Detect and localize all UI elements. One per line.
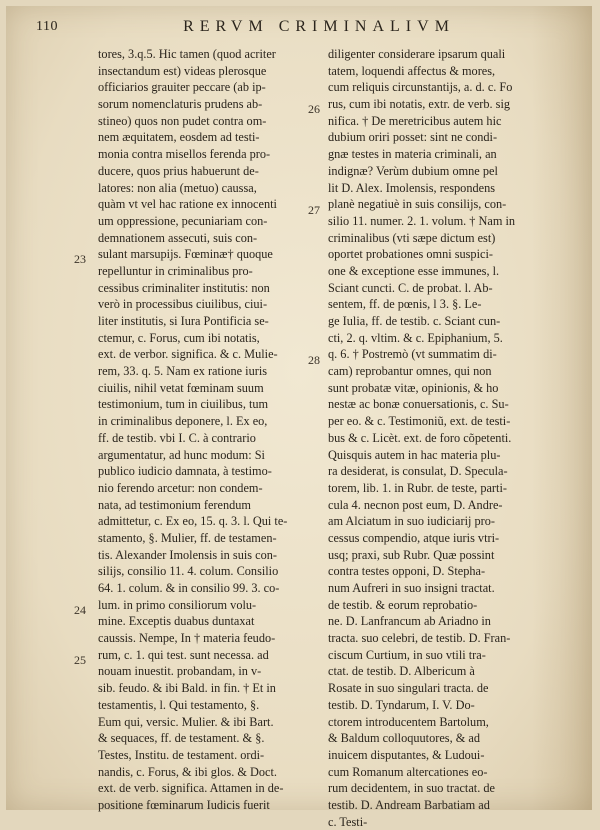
text-line: rum, c. 1. qui test. sunt necessa. ad xyxy=(98,647,269,662)
text-line: ge Iulia, ff. de testib. c. Sciant cun- xyxy=(328,314,501,328)
text-line: planè negatiuè in suis consilijs, con- xyxy=(328,197,507,212)
text-line: usq; praxi, sub Rubr. Quæ possint xyxy=(328,547,495,562)
text-line: sulant marsupijs. Fœminæ† quoque xyxy=(98,247,273,262)
text-line: rus, cum ibi notatis, extr. de verb. sig xyxy=(328,97,511,112)
text-line: cessibus criminaliter institutis: non xyxy=(98,280,270,295)
running-title: RERVM CRIMINALIVM xyxy=(183,18,455,35)
text-line: in criminalibus deponere, l. Ex eo, xyxy=(98,414,268,429)
text-line: ext. de verb. significa. Attamen in de- xyxy=(98,781,284,796)
margin-number: 25 xyxy=(74,653,86,667)
text-line: mine. Exceptis duabus duntaxat xyxy=(98,614,255,629)
text-line: sunt probatæ vitæ, opinionis, & ho xyxy=(328,380,499,395)
text-line: Rosate in suo singulari tracta. de xyxy=(328,681,489,696)
text-line: lum. in primo consiliorum volu- xyxy=(98,597,257,612)
text-line: Testes, Institu. de testament. ordi- xyxy=(98,747,265,762)
text-line: am Alciatum in suo iudiciarij pro- xyxy=(328,514,495,529)
text-line: nifica. † De meretricibus autem hic xyxy=(328,113,502,128)
text-line: contra testes opponi, D. Stepha- xyxy=(328,564,486,579)
text-line: indignæ? Verùm dubium omne pel xyxy=(328,163,498,178)
text-line: testimonium, tum in ciuilibus, tum xyxy=(98,397,269,412)
text-line: c. Testi- xyxy=(328,814,368,829)
text-line: liter institutis, si Iura Pontificia se- xyxy=(98,314,269,328)
text-line: ne. D. Lanfrancum ab Ariadno in xyxy=(328,614,491,629)
text-line: 64. 1. colum. & in consilio 99. 3. co- xyxy=(98,581,280,595)
book-page xyxy=(6,6,592,829)
text-line: tores, 3.q.5. Hic tamen (quod acriter xyxy=(98,47,276,61)
text-line: ctorem introducentem Bartolum, xyxy=(328,714,489,729)
text-line: rum decidentem, in suo tractat. de xyxy=(328,781,495,796)
text-line: per eo. & c. Testimoniũ, ext. de testi- xyxy=(328,414,511,429)
text-line: de testib. & eorum reprobatio- xyxy=(328,597,478,612)
text-line: cessus compendio, atque iuris vtri- xyxy=(328,530,500,545)
text-line: argumentatur, ad hunc modum: Si xyxy=(98,447,265,462)
text-line: sentem, ff. de pœnis, l 3. §. Le- xyxy=(328,297,482,312)
margin-number: 24 xyxy=(74,603,86,617)
text-line: ra desiderat, is consulat, D. Specula- xyxy=(328,464,508,479)
text-line: ciuilis, nihil vetat fœminam suum xyxy=(98,380,264,395)
text-line: silio 11. numer. 2. 1. volum. † Nam in xyxy=(328,213,516,228)
text-line: nestæ ac bonæ conuersationis, c. Su- xyxy=(328,397,509,412)
text-line: ctat. de testib. D. Albericum à xyxy=(328,664,475,679)
text-line: tracta. suo celebri, de testib. D. Fran- xyxy=(328,631,511,646)
text-line: officiarios grauiter peccare (ab ip- xyxy=(98,80,266,95)
text-line: rem, 33. q. 5. Nam ex ratione iuris xyxy=(98,364,268,379)
text-line: testamentis, l. Qui testamento, §. xyxy=(98,697,260,712)
margin-number: 26 xyxy=(308,102,320,116)
text-line: ext. de verbor. significa. & c. Mulie- xyxy=(98,347,278,362)
margin-number: 23 xyxy=(74,252,86,266)
margin-number: 28 xyxy=(308,353,320,367)
text-line: torem, lib. 1. in Rubr. de teste, parti- xyxy=(328,480,507,495)
text-line: ducere, quos prius habuerunt de- xyxy=(98,163,259,178)
text-line: cum Romanum altercationes eo- xyxy=(328,764,488,779)
text-line: demnationem assecuti, suis con- xyxy=(98,230,258,245)
text-line: quàm vt vel hac ratione ex innocenti xyxy=(98,197,277,212)
text-line: one & exceptione esse immunes, l. xyxy=(328,263,500,278)
text-line: nio ferendo arcetur: non condem- xyxy=(98,480,263,495)
text-line: cum reliquis circunstantijs, a. d. c. Fo xyxy=(328,80,513,95)
text-line: nandis, c. Forus, & ibi glos. & Doct. xyxy=(98,764,277,779)
text-line: verò in processibus ciuilibus, ciui- xyxy=(98,297,268,312)
text-line: bus & c. Licèt. ext. de foro cõpetenti. xyxy=(328,430,512,445)
text-line: lit D. Alex. Imolensis, respondens xyxy=(328,180,496,195)
text-line: Sciant cuncti. C. de probat. l. Ab- xyxy=(328,280,493,295)
right-text-column xyxy=(328,46,558,830)
text-line: Eum qui, versic. Mulier. & ibi Bart. xyxy=(98,714,274,729)
text-line: sorum nomenclaturis prudens ab- xyxy=(98,97,263,112)
text-line: testib. D. Tyndarum, I. V. Do- xyxy=(328,697,475,712)
text-line: nata, ad testimonium ferendum xyxy=(98,497,251,512)
text-line: nem æquitatem, eosdem ad testi- xyxy=(98,130,260,145)
text-line: ctemur, c. Forus, cum ibi notatis, xyxy=(98,330,260,345)
text-line: oportet probationes omni suspici- xyxy=(328,247,493,262)
text-line: dubium oriri posset: sint ne condi- xyxy=(328,130,498,145)
text-line: gnæ testes in materia criminali, an xyxy=(328,147,497,162)
text-line: stineo) quos non pudet contra om- xyxy=(98,113,267,128)
text-line: & Baldum colloquutores, & ad xyxy=(328,731,480,746)
text-line: ciscum Curtium, in suo vtili tra- xyxy=(328,647,486,662)
text-line: repelluntur in criminalibus pro- xyxy=(98,263,253,278)
text-line: positione fœminarum Iudicis fuerit xyxy=(98,797,270,812)
text-line: testib. D. Andream Barbatiam ad xyxy=(328,797,490,812)
text-line: q. 6. † Postremò (vt summatim di- xyxy=(328,347,497,362)
text-line: nouam inuestit. probandam, in v- xyxy=(98,664,262,679)
text-line: sib. feudo. & ibi Bald. in fin. † Et in xyxy=(98,681,276,696)
text-line: admittetur, c. Ex eo, 15. q. 3. l. Qui te- xyxy=(98,514,288,529)
text-line: monia contra misellos ferenda pro- xyxy=(98,147,271,162)
text-line: silijs, consilio 11. 4. colum. Consilio xyxy=(98,564,279,579)
text-line: Quisquis autem in hac materia plu- xyxy=(328,447,501,462)
text-line: ff. de testib. vbi I. C. à contrario xyxy=(98,430,256,445)
text-line: & sequaces, ff. de testament. & §. xyxy=(98,731,265,746)
text-line: cam) reprobantur omnes, qui non xyxy=(328,364,492,379)
left-text-column xyxy=(98,46,330,814)
text-line: cti, 2. q. vltim. & c. Epiphanium, 5. xyxy=(328,330,503,345)
page-number: 110 xyxy=(36,19,58,34)
text-line: latores: non alia (metuo) caussa, xyxy=(98,180,257,195)
text-line: um oppressione, pecuniariam con- xyxy=(98,213,268,228)
text-line: stamento, §. Mulier, ff. de testamen- xyxy=(98,530,277,545)
margin-number: 27 xyxy=(308,203,320,217)
text-line: criminalibus (vti sæpe dictum est) xyxy=(328,230,496,245)
text-line: tatem, loquendi affectus & mores, xyxy=(328,63,496,78)
text-line: diligenter considerare ipsarum quali xyxy=(328,47,506,61)
text-line: tis. Alexander Imolensis in suis con- xyxy=(98,547,277,562)
text-line: publico iudicio damnata, à testimo- xyxy=(98,464,272,479)
text-line: cula 4. necnon post eum, D. Andre- xyxy=(328,497,503,512)
text-line: caussis. Nempe, In † materia feudo- xyxy=(98,631,276,646)
text-line: inuicem disputantes, & Ludoui- xyxy=(328,747,485,762)
text-line: insectandum est) videas plerosque xyxy=(98,63,267,78)
text-line: num Aufreri in suo insigni tractat. xyxy=(328,581,495,595)
